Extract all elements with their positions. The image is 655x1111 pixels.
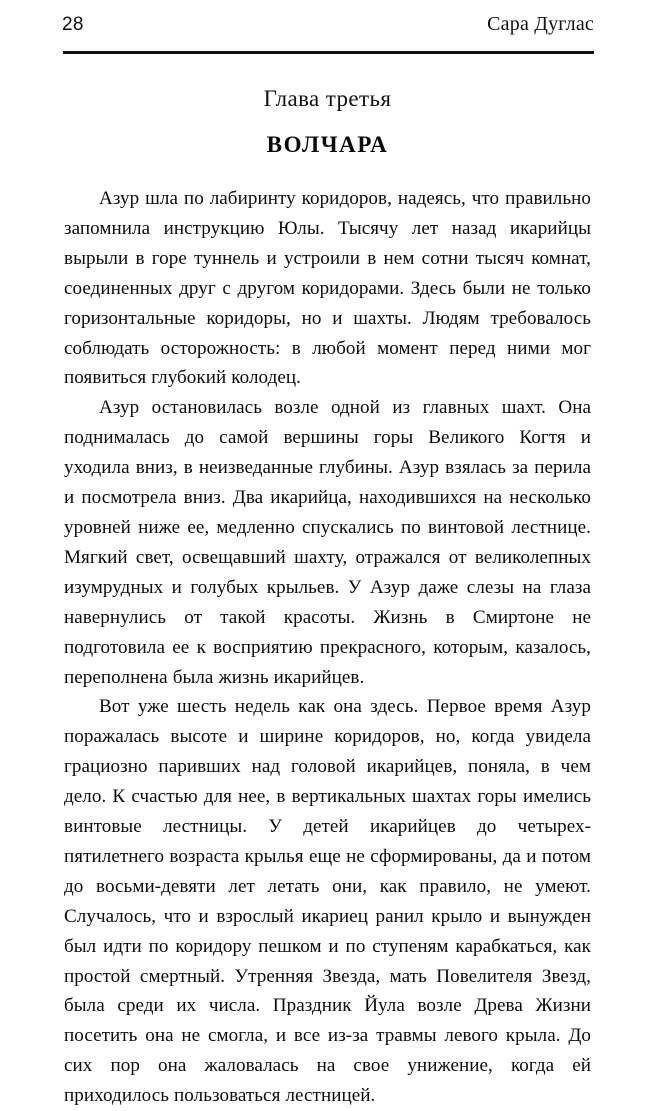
chapter-title: ВОЛЧАРА bbox=[266, 132, 389, 158]
page-number: 28 bbox=[62, 14, 84, 35]
paragraph: Азур шла по лабиринту коридоров, надеясь, что правильно запомнила инструкцию Юлы. Тысячу лет назад икарийцы вырыли в горе туннель и устроили в нем сотни тысяч комнат, соединенных друг с другом коридорами. Здесь были не только горизонтальные коридоры, но и шахты. Людям требовалось соблюдать осторожность: в любой момент перед ними мог появиться глубокий колодец. bbox=[64, 188, 591, 389]
paragraph: Вот уже шесть недель как она здесь. Первое время Азур поражалась высоте и ширине коридоров, но, когда увидела грациозно паривших над головой икарийцев, поняла, в чем дело. К счастью для нее, в вертикальных шахтах горы имелись винтовые лестницы. У детей икарийцев до четырех-пятилетнего возраста крылья еще не сформированы, да и потом до восьми-девяти лет летать они, как правило, не умеют. Случалось, что и взрослый икариец ранил крыло и вынужден был идти по коридору пешком и по ступеням карабкаться, как простой смертный. Утренняя Звезда, мать Повелителя Звезд, была среди их числа. Праздник Йула возле Древа Жизни посетить она не смогла, и все из-за травмы левого крыла. До сих пор она жаловалась на свое унижение, когда ей приходилось пользоваться лестницей. bbox=[64, 696, 591, 1107]
paragraph: Азур остановилась возле одной из главных шахт. Она поднималась до самой вершины горы Великого Когтя и уходила вниз, в неизведанные глубины. Азур взялась за перила и посмотрела вниз. Два икарийца, находившихся на несколько уровней ниже ее, медленно спускались по винтовой лестнице. Мягкий свет, освещавший шахту, отражался от великолепных изумрудных и голубых крыльев. У Азур даже слезы на глаза навернулись от такой красоты. Жизнь в Смиртоне не подготовила ее к восприятию прекрасного, которым, казалось, переполнена была жизнь икарийцев. bbox=[64, 397, 591, 688]
body-text-block bbox=[64, 184, 591, 1111]
chapter-number-label: Глава третья bbox=[263, 86, 392, 111]
author-name: Сара Дуглас bbox=[487, 13, 594, 35]
chapter-heading bbox=[0, 86, 655, 159]
header-rule bbox=[63, 51, 594, 54]
running-head bbox=[62, 14, 594, 34]
